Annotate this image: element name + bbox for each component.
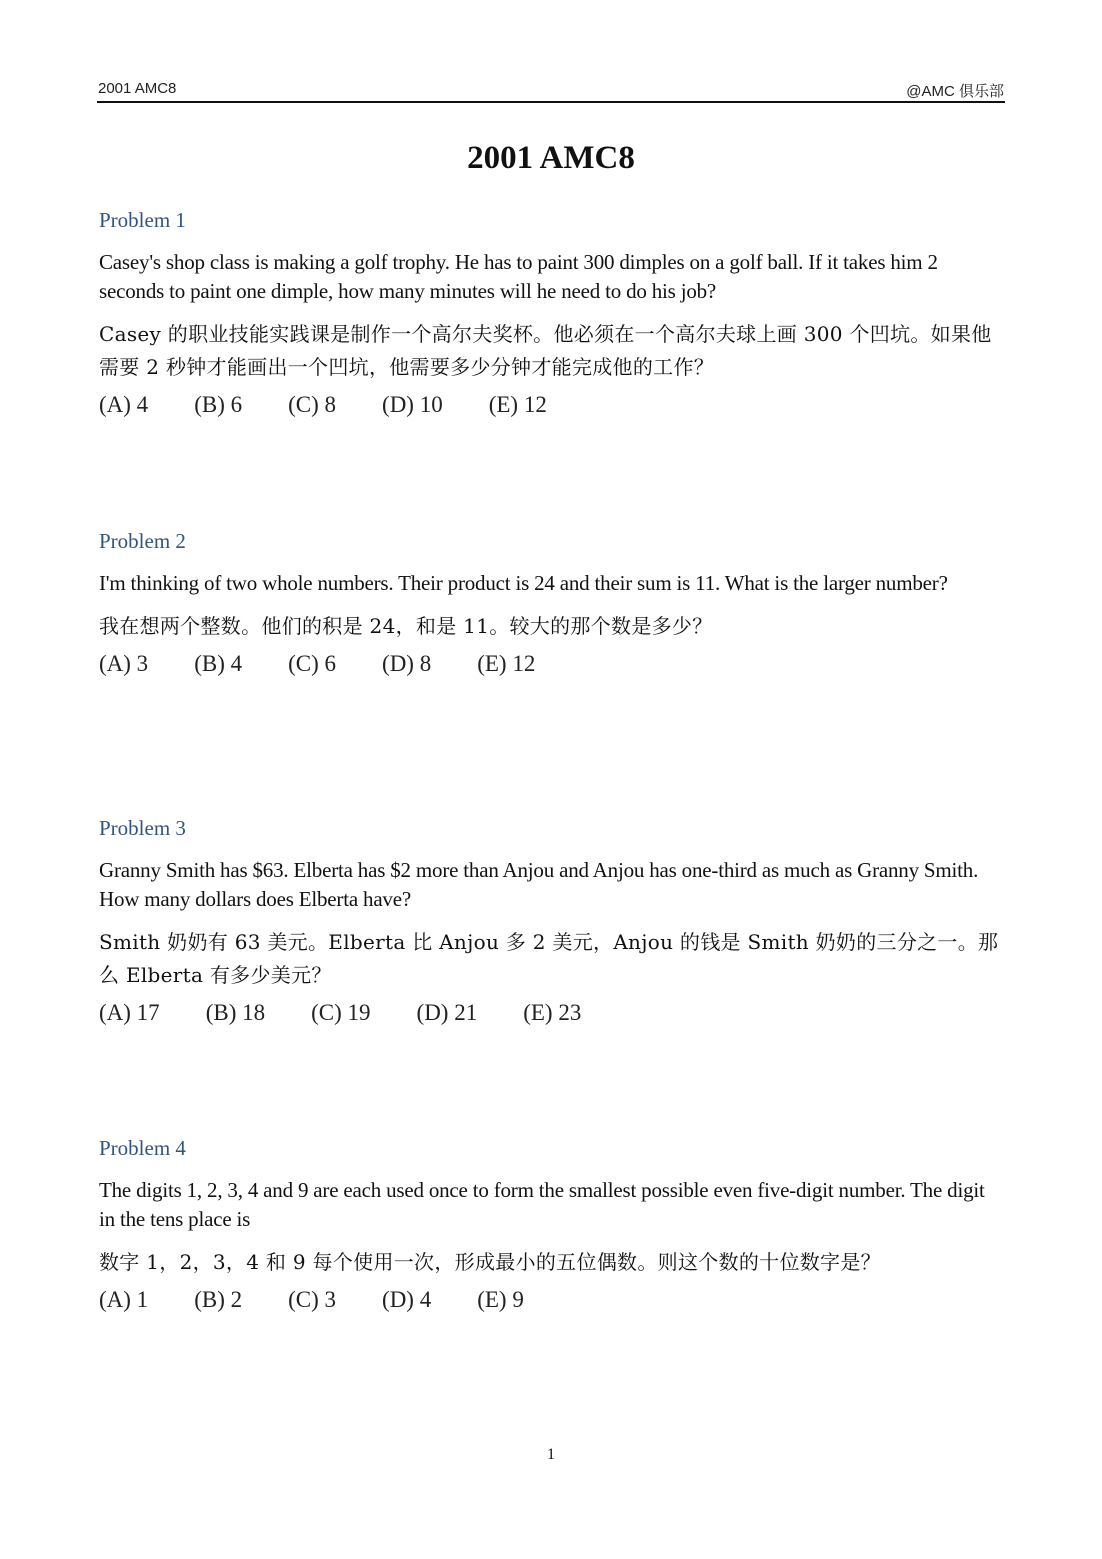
choice-d: (D) 10 bbox=[382, 392, 443, 417]
choice-e: (E) 9 bbox=[477, 1287, 524, 1312]
choice-c: (C) 6 bbox=[288, 651, 337, 676]
page-title: 2001 AMC8 bbox=[467, 140, 635, 176]
choice-b: (B) 2 bbox=[194, 1287, 243, 1312]
problem-text-en: The digits 1, 2, 3, 4 and 9 are each used once to form the smallest possible even five-digit number. The digit in the tens place is bbox=[99, 1178, 985, 1231]
choice-b: (B) 18 bbox=[205, 1000, 266, 1025]
answer-choices bbox=[99, 1285, 1009, 1315]
choice-d: (D) 8 bbox=[382, 651, 432, 676]
choice-a: (A) 17 bbox=[99, 1000, 160, 1025]
choice-b: (B) 6 bbox=[194, 392, 243, 417]
problem-text-en: I'm thinking of two whole numbers. Their product is 24 and their sum is 11. What is the larger number? bbox=[99, 571, 948, 595]
page-header bbox=[98, 78, 1004, 102]
choice-d: (D) 21 bbox=[416, 1000, 478, 1025]
header-left-text: 2001 AMC8 bbox=[98, 80, 177, 97]
header-right-text: @AMC 俱乐部 bbox=[906, 83, 1004, 100]
choice-e: (E) 12 bbox=[488, 392, 547, 417]
header-divider bbox=[97, 101, 1005, 103]
choice-b: (B) 4 bbox=[194, 651, 243, 676]
answer-choices bbox=[99, 390, 1009, 420]
answer-choices bbox=[99, 649, 1009, 679]
choice-d: (D) 4 bbox=[382, 1287, 432, 1312]
problem-4 bbox=[99, 1134, 1009, 1315]
problem-title: Problem 3 bbox=[99, 816, 186, 840]
choice-c: (C) 8 bbox=[288, 392, 337, 417]
choice-a: (A) 3 bbox=[99, 651, 149, 676]
problem-text-zh: 数字 1，2，3，4 和 9 每个使用一次，形成最小的五位偶数。则这个数的十位数字是？ bbox=[99, 1250, 881, 1274]
problem-text-zh: Casey 的职业技能实践课是制作一个高尔夫奖杯。他必须在一个高尔夫球上画 300 个凹坑。如果他需要 2 秒钟才能画出一个凹坑，他需要多少分钟才能完成他的工作？ bbox=[99, 322, 992, 379]
choice-a: (A) 1 bbox=[99, 1287, 149, 1312]
problem-text-en: Granny Smith has $63. Elberta has $2 more than Anjou and Anjou has one-third as much as Granny Smith. How many dollars does Elberta have? bbox=[99, 858, 979, 911]
problem-text-zh: Smith 奶奶有 63 美元。Elberta 比 Anjou 多 2 美元，Anjou 的钱是 Smith 奶奶的三分之一。那么 Elberta 有多少美元？ bbox=[99, 930, 999, 987]
choice-e: (E) 12 bbox=[477, 651, 536, 676]
problem-2 bbox=[99, 527, 1009, 679]
choice-c: (C) 3 bbox=[288, 1287, 337, 1312]
problem-title: Problem 1 bbox=[99, 208, 186, 232]
problem-1 bbox=[99, 206, 1009, 420]
problem-text-zh: 我在想两个整数。他们的积是 24，和是 11。较大的那个数是多少？ bbox=[99, 614, 713, 638]
problem-title: Problem 4 bbox=[99, 1136, 186, 1160]
answer-choices bbox=[99, 998, 1009, 1028]
choice-e: (E) 23 bbox=[523, 1000, 582, 1025]
page-number: 1 bbox=[547, 1446, 555, 1463]
problem-3 bbox=[99, 814, 1009, 1028]
choice-c: (C) 19 bbox=[311, 1000, 371, 1025]
problem-text-en: Casey's shop class is making a golf trophy. He has to paint 300 dimples on a golf ball. If it takes him 2 seconds to paint one dimple, how many minutes will he need to do his job? bbox=[99, 250, 938, 303]
problem-title: Problem 2 bbox=[99, 529, 186, 553]
choice-a: (A) 4 bbox=[99, 392, 149, 417]
